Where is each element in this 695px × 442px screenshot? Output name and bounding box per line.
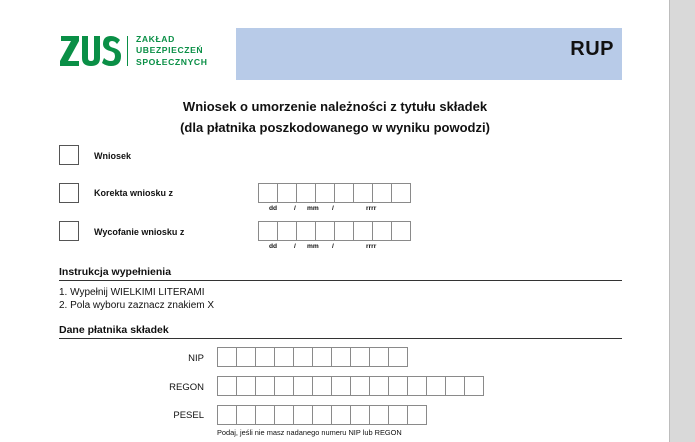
pesel-cell[interactable]	[293, 405, 313, 425]
pesel-cell[interactable]	[236, 405, 256, 425]
regon-cell[interactable]	[350, 376, 370, 396]
regon-cell[interactable]	[426, 376, 446, 396]
date-hint-rrrr: rrrr	[366, 205, 377, 212]
date-hint-slash-2: /	[332, 205, 334, 212]
date-cell-y4[interactable]	[391, 221, 411, 241]
date-cell-m1[interactable]	[296, 221, 316, 241]
date-hint-rrrr: rrrr	[366, 243, 377, 250]
regon-cell[interactable]	[369, 376, 389, 396]
nip-cell[interactable]	[369, 347, 389, 367]
pesel-cell[interactable]	[369, 405, 389, 425]
nip-cell[interactable]	[217, 347, 237, 367]
date-hint-slash-1: /	[294, 243, 296, 250]
regon-cell[interactable]	[407, 376, 427, 396]
date-cell-y3[interactable]	[372, 221, 392, 241]
date-cell-d2[interactable]	[277, 221, 297, 241]
date-cell-m2[interactable]	[315, 221, 335, 241]
regon-cell[interactable]	[445, 376, 465, 396]
regon-cell[interactable]	[236, 376, 256, 396]
regon-cell[interactable]	[464, 376, 484, 396]
checkbox-wniosek[interactable]	[59, 145, 79, 165]
date-cell-m1[interactable]	[296, 183, 316, 203]
regon-cell[interactable]	[217, 376, 237, 396]
date-cell-d1[interactable]	[258, 183, 278, 203]
date-cell-y2[interactable]	[353, 221, 373, 241]
date-cell-d2[interactable]	[277, 183, 297, 203]
pesel-cell[interactable]	[255, 405, 275, 425]
checkbox-korekta-label: Korekta wniosku z	[94, 188, 174, 198]
nip-cell[interactable]	[350, 347, 370, 367]
nip-cell[interactable]	[274, 347, 294, 367]
logo-separator	[127, 36, 128, 66]
nip-label: NIP	[188, 353, 204, 364]
form-title-line-2: (dla płatnika poszkodowanego w wyniku powodzi)	[180, 120, 490, 135]
regon-cell[interactable]	[312, 376, 332, 396]
payer-section-title: Dane płatnika składek	[59, 324, 169, 336]
pesel-cell[interactable]	[388, 405, 408, 425]
date-cell-y3[interactable]	[372, 183, 392, 203]
date-hint-mm: mm	[307, 205, 319, 212]
zus-logo	[59, 32, 209, 70]
korekta-date-input[interactable]	[258, 183, 410, 203]
nip-cell[interactable]	[331, 347, 351, 367]
date-hint-slash-1: /	[294, 205, 296, 212]
nip-cell[interactable]	[388, 347, 408, 367]
instructions-rule	[59, 280, 622, 281]
regon-input[interactable]	[217, 376, 483, 396]
logo-line-3: SPOŁECZNYCH	[136, 56, 208, 67]
pesel-cell[interactable]	[331, 405, 351, 425]
checkbox-wniosek-label: Wniosek	[94, 151, 132, 161]
viewer-background	[670, 0, 695, 442]
zus-logo-mark	[59, 32, 123, 70]
form-code: RUP	[570, 38, 614, 60]
nip-cell[interactable]	[255, 347, 275, 367]
checkbox-wycofanie-label: Wycofanie wniosku z	[94, 227, 185, 237]
regon-cell[interactable]	[293, 376, 313, 396]
regon-cell[interactable]	[255, 376, 275, 396]
checkbox-korekta[interactable]	[59, 183, 79, 203]
regon-cell[interactable]	[388, 376, 408, 396]
pesel-cell[interactable]	[407, 405, 427, 425]
date-hint-dd: dd	[269, 243, 278, 250]
pesel-cell[interactable]	[274, 405, 294, 425]
date-hint-dd: dd	[269, 205, 278, 212]
logo-line-2: UBEZPIECZEŃ	[136, 45, 204, 56]
nip-input[interactable]	[217, 347, 407, 367]
pesel-note: Podaj, jeśli nie masz nadanego numeru NIP lub REGON	[217, 428, 402, 437]
pesel-input[interactable]	[217, 405, 426, 425]
form-code-banner	[236, 28, 622, 80]
pesel-cell[interactable]	[312, 405, 332, 425]
date-cell-y1[interactable]	[334, 221, 354, 241]
regon-cell[interactable]	[274, 376, 294, 396]
instructions-title: Instrukcja wypełnienia	[59, 266, 172, 278]
date-hint-slash-2: /	[332, 243, 334, 250]
logo-line-1: ZAKŁAD	[136, 34, 175, 44]
nip-cell[interactable]	[312, 347, 332, 367]
regon-label: REGON	[169, 382, 204, 393]
date-cell-d1[interactable]	[258, 221, 278, 241]
date-cell-m2[interactable]	[315, 183, 335, 203]
date-cell-y4[interactable]	[391, 183, 411, 203]
logo-text	[136, 34, 208, 68]
nip-cell[interactable]	[236, 347, 256, 367]
pesel-cell[interactable]	[217, 405, 237, 425]
date-cell-y1[interactable]	[334, 183, 354, 203]
regon-cell[interactable]	[331, 376, 351, 396]
wycofanie-date-input[interactable]	[258, 221, 410, 241]
instruction-item-2: 2. Pola wyboru zaznacz znakiem X	[59, 300, 215, 311]
payer-rule	[59, 338, 622, 339]
pesel-label: PESEL	[173, 410, 204, 421]
date-hint-mm: mm	[307, 243, 319, 250]
instruction-item-1: 1. Wypełnij WIELKIMI LITERAMI	[59, 287, 205, 298]
date-cell-y2[interactable]	[353, 183, 373, 203]
pesel-cell[interactable]	[350, 405, 370, 425]
checkbox-wycofanie[interactable]	[59, 221, 79, 241]
nip-cell[interactable]	[293, 347, 313, 367]
form-title-line-1: Wniosek o umorzenie należności z tytułu składek	[182, 99, 488, 114]
